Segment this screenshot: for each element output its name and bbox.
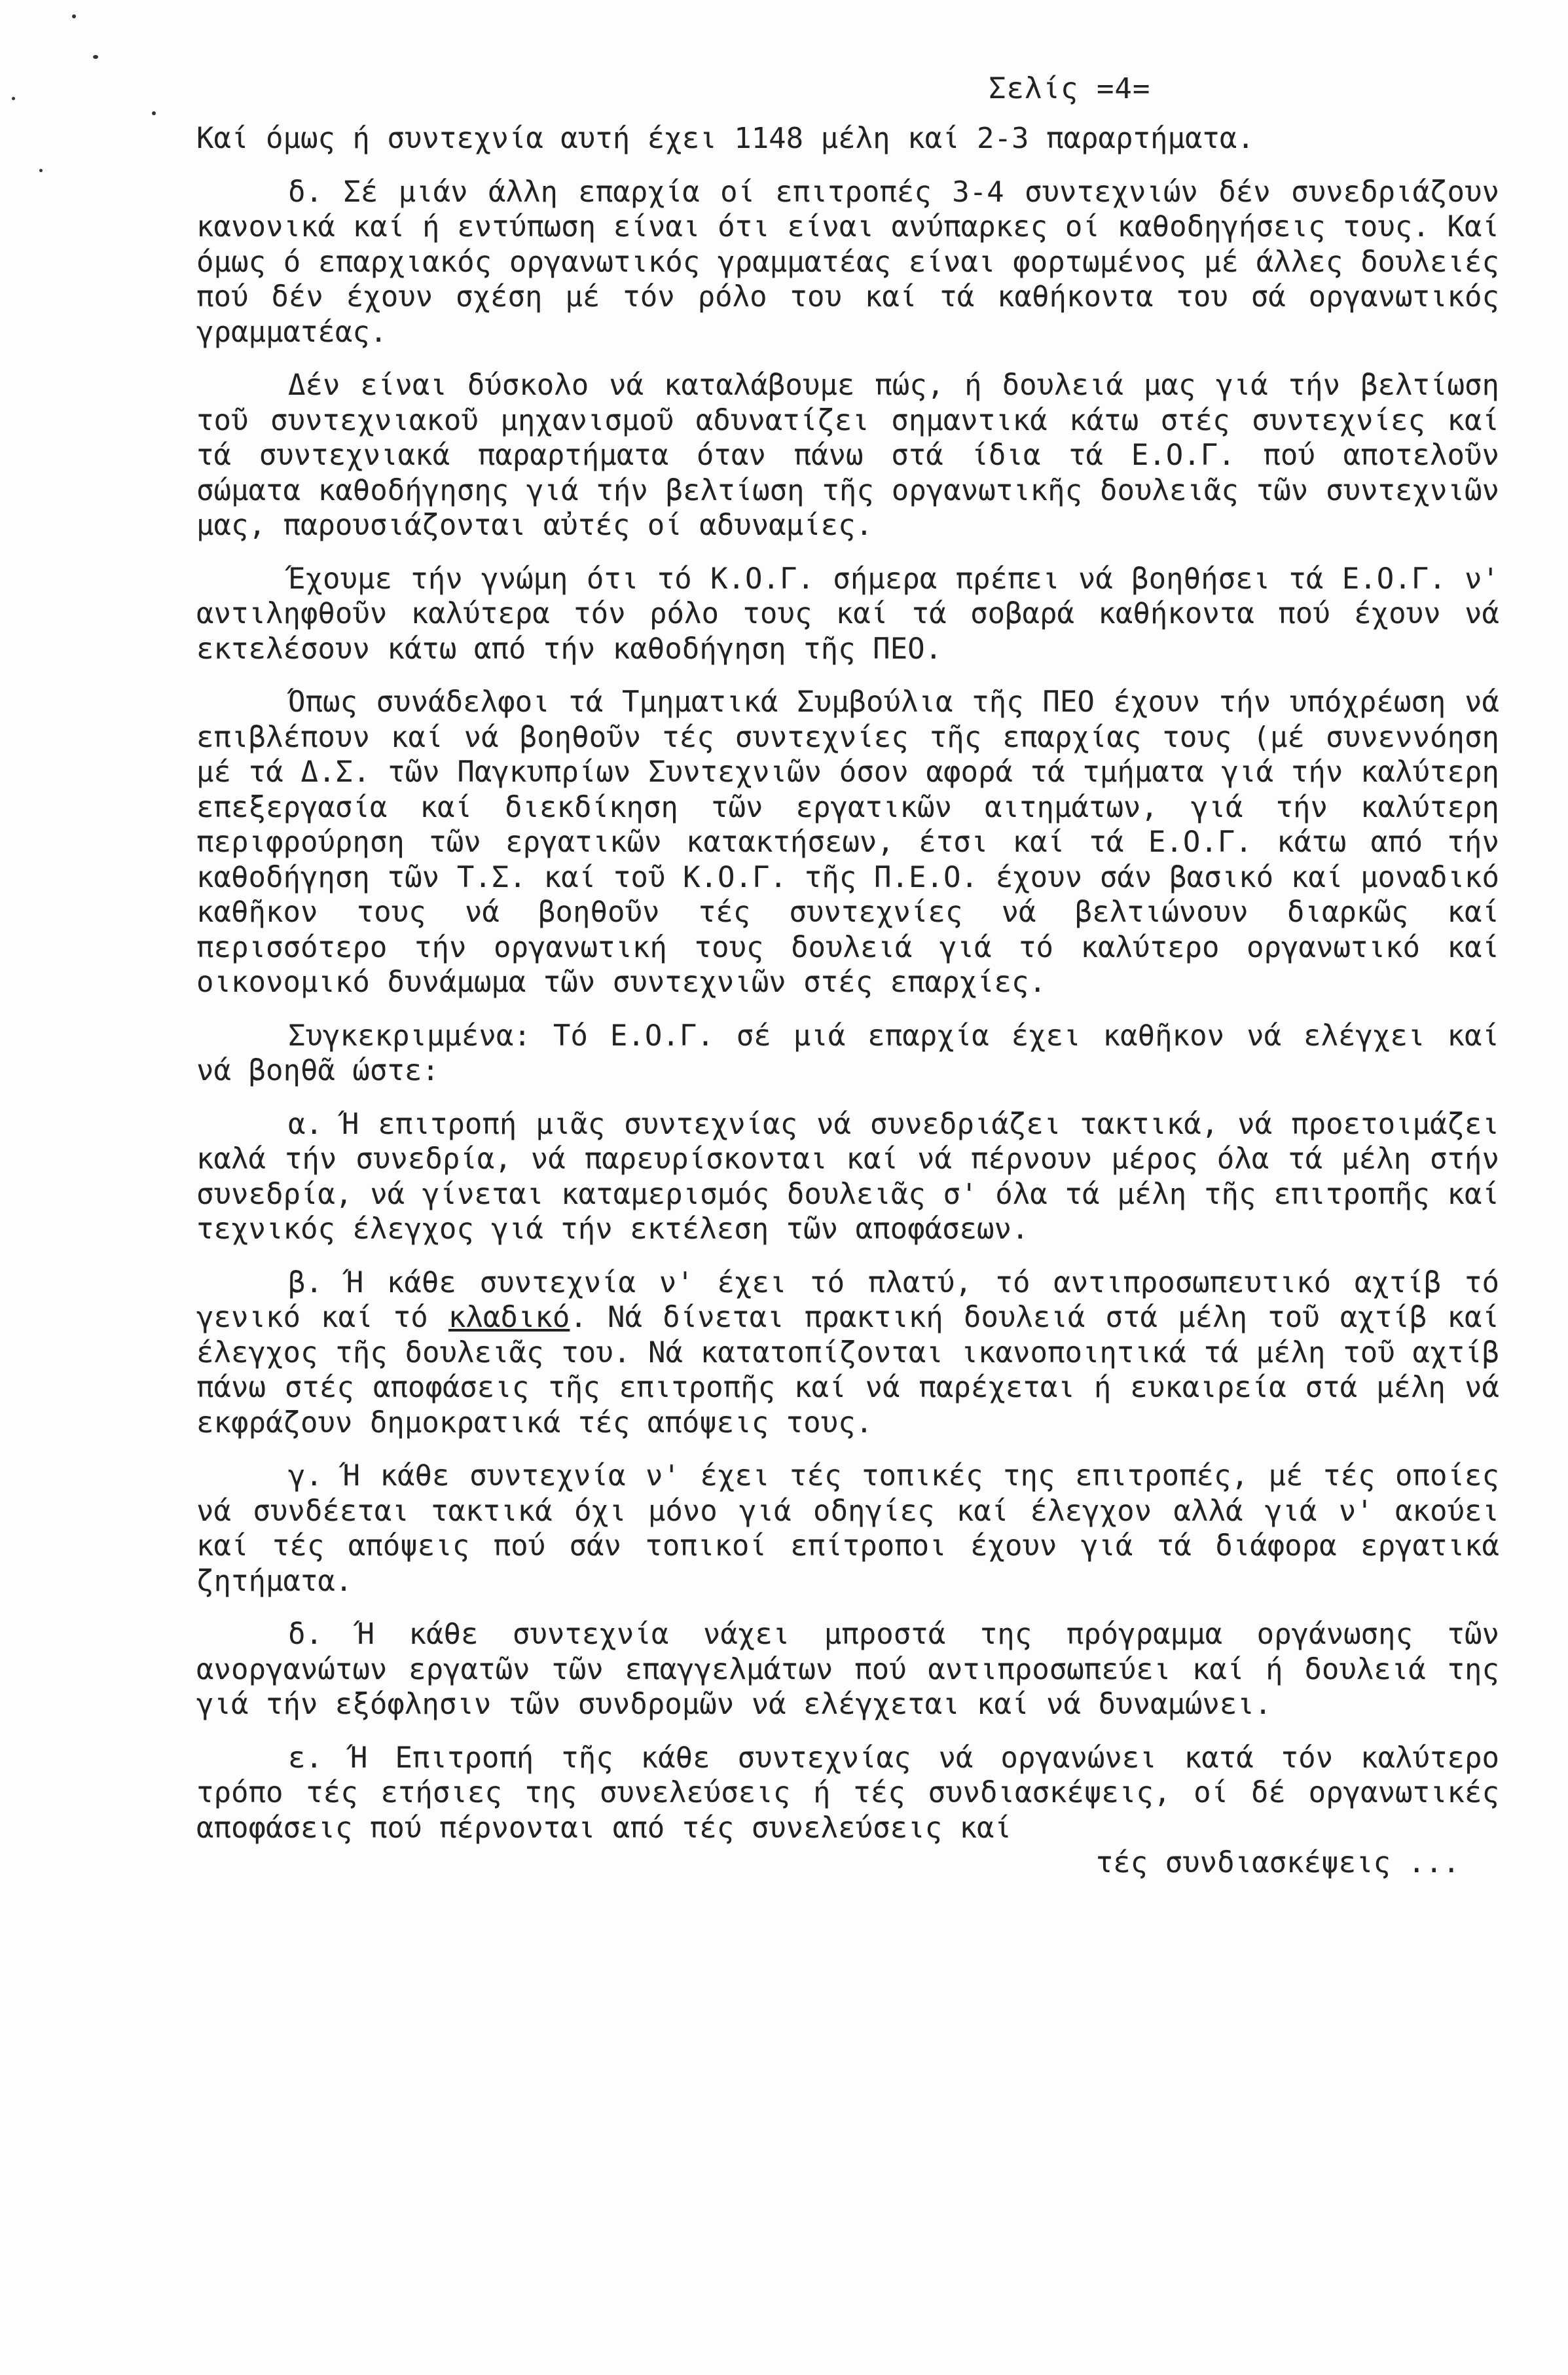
item-b-text-after: . Νά δίνεται πρακτική δουλειά στά μέλη τοῦ αχτίβ καί έλεγχος τῆς δουλειᾶς του. Νά κατατοπίζονται ικανοποιητικά τά μέλη τοῦ αχτίβ πάνω στές αποφάσεις τῆς επιτροπῆς καί νά παρέχεται ή ευκαιρεία στά μέλη νά εκφράζουν δημοκρατικά τές απόψεις τους. [196,1301,1499,1440]
paragraph-intro: Καί όμως ή συντεχνία αυτή έχει 1148 μέλη καί 2-3 παραρτήματα. [196,122,1254,155]
scan-speck [152,111,156,115]
paragraph-item-c: γ. Ή κάθε συντεχνία ν' έχει τές τοπικές της επιτροπές, μέ τές οποίες νά συνδέεται τακτικά όχι μόνο γιά οδηγίες καί έλεγχον αλλά γιά ν' ακούει καί τές απόψεις πού σάν τοπικοί επίτροποι έχουν γιά τά διάφορα εργατικά ζητήματα. [196,1459,1499,1598]
scan-speck [72,14,76,18]
document-body [196,121,1499,1881]
paragraph-specifically: Συγκεκριμμένα: Τό Ε.Ο.Γ. σέ μιά επαρχία έχει καθῆκον νά ελέγχει καί νά βοηθᾶ ώστε: [196,1019,1499,1087]
paragraph-d-province: δ. Σέ μιάν άλλη επαρχία οί επιτροπές 3-4 συντεχνιών δέν συνεδριάζουν κανονικά καί ή εντύπωση είναι ότι είναι ανύπαρκες οί καθοδηγήσεις τους. Καί όμως ό επαρχιακός οργανωτικός γραμματέας είναι φορτωμένος μέ άλλες δουλειές πού δέν έχουν σχέση μέ τόν ρόλο του καί τά καθήκοντα του σά οργανωτικός γραμματέας. [196,175,1499,349]
item-b-text-before: β. Ή κάθε συντεχνία ν' έχει τό πλατύ, τό αντιπροσωπευτικό αχτίβ τό γενικό καί τό [196,1265,1499,1334]
paragraph-item-a: α. Ή επιτροπή μιᾶς συντεχνίας νά συνεδριάζει τακτικά, νά προετοιμάζει καλά τήν συνεδρία, νά παρευρίσκονται καί νά πέρνουν μέρος όλα τά μέλη στήν συνεδρία, νά γίνεται καταμερισμός δουλειᾶς σ' όλα τά μέλη τῆς επιτροπῆς καί τεχνικός έλεγχος γιά τήν εκτέλεση τῶν αποφάσεων. [196,1107,1499,1246]
page-number: Σελίς =4= [989,72,1151,105]
scan-speck [93,55,98,59]
scan-speck [12,97,15,100]
scan-speck [39,169,43,172]
paragraph-item-b [196,1265,1499,1441]
paragraph-difficulty: Δέν είναι δύσκολο νά καταλάβουμε πώς, ή δουλειά μας γιά τήν βελτίωση τοῦ συντεχνιακοῦ μηχανισμοῦ αδυνατίζει σημαντικά κάτω στές συντεχνίες καί τά συντεχνιακά παραρτήματα όταν πάνω στά ίδια τά Ε.Ο.Γ. πού αποτελοῦν σώματα καθοδήγησης γιά τήν βελτίωση τῆς οργανωτικῆς δουλειᾶς τῶν συντεχνιῶν μας, παρουσιάζονται αὐτές οί αδυναμίες. [196,369,1499,542]
paragraph-opinion: Έχουμε τήν γνώμη ότι τό Κ.Ο.Γ. σήμερα πρέπει νά βοηθήσει τά Ε.Ο.Γ. ν' αντιληφθοῦν καλύτερα τόν ρόλο τους καί τά σοβαρά καθήκοντα πού έχουν νά εκτελέσουν κάτω από τήν καθοδήγηση τῆς ΠΕΟ. [196,562,1499,666]
item-b-underlined-word: κλαδικό [448,1301,570,1334]
paragraph-item-d: δ. Ή κάθε συντεχνία νάχει μπροστά της πρόγραμμα οργάνωσης τῶν ανοργανώτων εργατῶν τῶν επαγγελμάτων πού αντιπροσωπεύει καί ή δουλειά της γιά τήν εξόφλησιν τῶν συνδρομῶν νά ελέγχεται καί νά δυναμώνει. [196,1618,1499,1721]
continuation-note: τές συνδιασκέψεις ... [1095,1846,1460,1879]
paragraph-item-e: ε. Ή Επιτροπή τῆς κάθε συντεχνίας νά οργανώνει κατά τόν καλύτερο τρόπο τές ετήσιες της συνελεύσεις ή τές συνδιασκέψεις, οί δέ οργανωτικές αποφάσεις πού πέρνονται από τές συνελεύσεις καί [196,1741,1499,1845]
paragraph-councils: Όπως συνάδελφοι τά Τμηματικά Συμβούλια τῆς ΠΕΟ έχουν τήν υπόχρέωση νά επιβλέπουν καί νά βοηθοῦν τές συντεχνίες τῆς επαρχίας τους (μέ συνεννόηση μέ τά Δ.Σ. τῶν Παγκυπρίων Συντεχνιῶν όσον αφορά τά τμήματα γιά τήν καλύτερη επεξεργασία καί διεκδίκηση τῶν εργατικῶν αιτημάτων, γιά τήν καλύτερη περιφρούρηση τῶν εργατικῶν κατακτήσεων, έτσι καί τά Ε.Ο.Γ. κάτω από τήν καθοδήγηση τῶν Τ.Σ. καί τοῦ Κ.Ο.Γ. τῆς Π.Ε.Ο. έχουν σάν βασικό καί μοναδικό καθῆκον τους νά βοηθοῦν τές συντεχνίες νά βελτιώνουν διαρκῶς καί περισσότερο τήν οργανωτική τους δουλειά γιά τό καλύτερο οργανωτικό καί οικονομικό δυνάμωμα τῶν συντεχνιῶν στές επαρχίες. [196,685,1499,999]
